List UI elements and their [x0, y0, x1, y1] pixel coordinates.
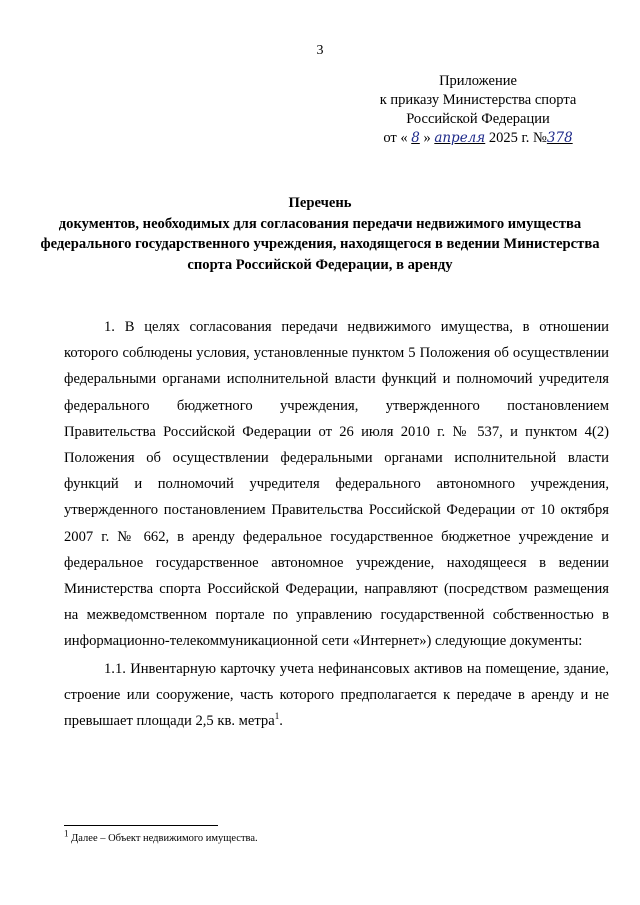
footnote-mark: 1 — [64, 828, 69, 839]
appendix-block — [358, 72, 598, 148]
body-text — [64, 314, 609, 734]
heading-title: Перечень — [288, 195, 352, 211]
document-heading — [40, 193, 600, 275]
heading-subtitle: документов, необходимых для согласования передачи недвижимого имущества федерального государственного учреждения, находящегося в ведении Министерства спорта Российской Федерации, в аренду — [40, 215, 600, 273]
date-prefix: от « — [383, 130, 408, 146]
paragraph-1-1 — [64, 656, 609, 735]
appendix-title: Приложение — [439, 73, 517, 89]
handwritten-number: 378 — [546, 130, 573, 146]
date-mid: » — [423, 130, 431, 146]
page-number: 3 — [316, 43, 324, 58]
appendix-federation: Российской Федерации — [406, 111, 550, 127]
paragraph-1-1-text: 1.1. Инвентарную карточку учета нефинансовых активов на помещение, здание, строение или сооружение, часть которого предполагается к передаче в аренду и не превышает площади 2,5 кв. метра — [64, 660, 609, 730]
handwritten-day: 8 — [411, 130, 420, 146]
footnote — [64, 828, 604, 846]
appendix-date-line — [358, 129, 598, 148]
paragraph-1: 1. В целях согласования передачи недвижимого имущества, в отношении которого соблюдены условия, установленные пунктом 5 Положения об осуществлении федеральными органами исполнительной власти функций и полномочий учредителя федерального бюджетного учреждения, утвержденного постановлением Правительства Российской Федерации от 26 июля 2010 г. № 537, и пунктом 4(2) Положения об осуществлении федеральными органами исполнительной власти функций и полномочий учредителя федерального автономного учреждения, утвержденного постановлением Правительства Российской Федерации от 10 октября 2007 г. № 662, в аренду федеральное государственное бюджетное учреждение и федеральное государственное автономное учреждение, находящееся в ведении Министерства спорта Российской Федерации, направляют (посредством размещения на межведомственном портале по управлению государственной собственностью в информационно-телекоммуникационной сети «Интернет») следующие документы: — [64, 319, 609, 650]
date-year: 2025 г. № — [488, 130, 547, 146]
footnote-ref: 1 — [274, 711, 280, 722]
footnote-text: Далее – Объект недвижимого имущества. — [68, 833, 258, 844]
handwritten-month: апреля — [434, 130, 486, 146]
appendix-order-ref: к приказу Министерства спорта — [379, 92, 577, 108]
footnote-divider — [64, 825, 218, 826]
paragraph-1-1-end: . — [279, 713, 283, 730]
